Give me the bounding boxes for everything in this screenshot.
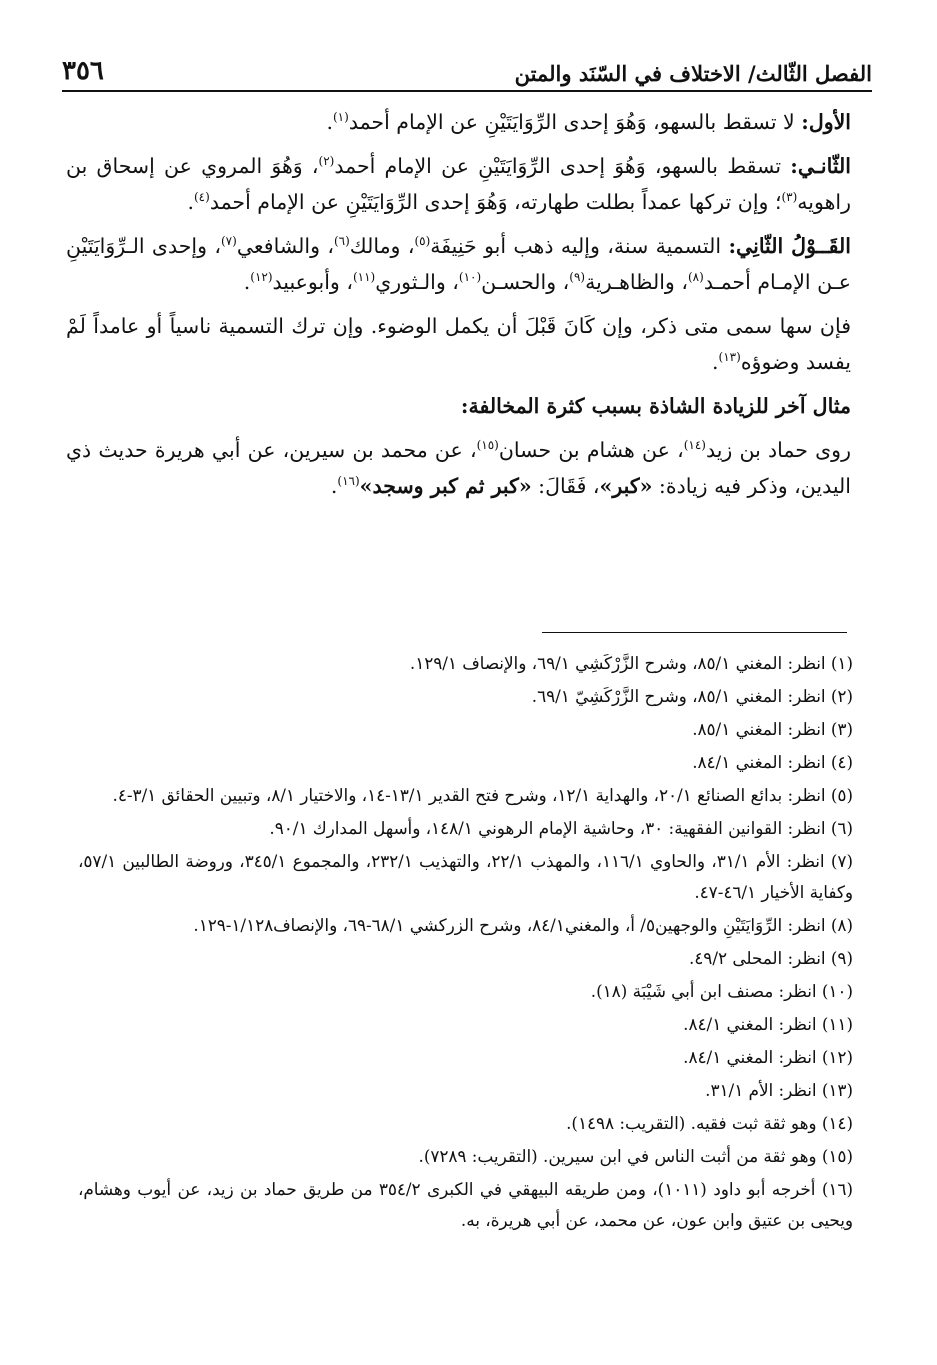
page-header (62, 52, 872, 92)
footnote: (٦) انظر: القوانين الفقهية: ٣٠، وحاشية الإمام الرهوني ١٤٨/١، وأسهل المدارك ٩٠/١. (269, 818, 853, 838)
paragraph-text: ، وإحدى الـرِّوَايَتَيْنِ عـن الإمـام أحمـد (66, 234, 851, 294)
footnote: (٣) انظر: المغني ٨٥/١. (692, 719, 853, 739)
paragraph-end: . (330, 474, 338, 498)
footnote: (١٢) انظر: المغني ٨٤/١. (683, 1047, 853, 1067)
footnote: (٨) انظر: الرِّوَايَتَيْنِ والوجهين٥/ أ، والمغني٨٤/١، وشرح الزركشي ٦٨/١-٦٩، والإنصاف١/١٢٨-١٢٩. (193, 915, 853, 935)
page-number: ٣٥٦ (62, 56, 104, 86)
footnote-ref: (١١) (352, 270, 376, 285)
paragraph-text: ، والشافعي (236, 234, 334, 258)
paragraph-text: ، عن محمد بن سيرين، عن أبي هريرة حديث ذي اليدين، وذكر فيه زيادة: (66, 438, 851, 498)
footnotes (78, 648, 853, 1238)
footnote-ref: (٦) (333, 234, 350, 249)
paragraph-text: ، والظاهـرية (585, 270, 688, 294)
paragraph-text: لا تسقط بالسهو، وَهُوَ إحدى الرِّوَايَتَيْنِ عن الإمام أحمد (348, 110, 802, 134)
footnote-ref: (٨) (687, 270, 704, 285)
paragraph-end: . (243, 270, 251, 294)
paragraph-text: روى حماد بن زيد (705, 438, 851, 462)
footnote-ref: (٧) (220, 234, 237, 249)
paragraph-first-opinion (66, 104, 851, 140)
footnote-ref: (٢) (318, 154, 335, 169)
footnote-ref: (٣) (781, 190, 798, 205)
footnote: (١٣) انظر: الأم ٣١/١. (705, 1080, 853, 1100)
footnote-ref: (١) (332, 110, 349, 125)
footnote: (١١) انظر: المغني ٨٤/١. (683, 1014, 853, 1034)
paragraph-forgetting (66, 308, 851, 380)
footnote-ref: (١٤) (683, 438, 706, 453)
footnote: (١) انظر: المغني ٨٥/١، وشرح الزَّرْكَشِي ٦٩/١، والإنصاف ١٢٩/١. (409, 653, 853, 673)
section-heading: مثال آخر للزيادة الشاذة بسبب كثرة المخالفة: (460, 394, 851, 418)
main-text (66, 104, 851, 512)
paragraph-end: . (712, 350, 719, 374)
footnote-ref: (٥) (414, 234, 431, 249)
paragraph-second-opinion (66, 148, 851, 220)
paragraph-text: ، وأبوعبيد (272, 270, 353, 294)
footnote: (٩) انظر: المحلى ٤٩/٢. (688, 948, 853, 968)
paragraph-text: فإن سها سمى متى ذكر، وإن كَانَ قَبْلَ أن يكمل الوضوء. وإن ترك التسمية ناسياً أو عامداً لَمْ يفسد وضوؤه (66, 314, 851, 374)
footnote-ref: (٤) (193, 190, 210, 205)
paragraph-hadith (66, 432, 851, 504)
chapter-title: الفصل الثّالث/ الاختلاف في السّنَد والمتن (514, 61, 872, 86)
paragraph-text: التسمية سنة، وإليه ذهب أبو حَنِيفَة (430, 234, 729, 258)
footnote-ref: (١٥) (476, 438, 499, 453)
footnote: (٤) انظر: المغني ٨٤/١. (692, 752, 853, 772)
footnote: (١٠) انظر: مصنف ابن أبي شَيْبَة (١٨). (590, 981, 853, 1001)
footnote-ref: (١٣) (718, 350, 741, 365)
paragraph-lead: الأول: (801, 110, 851, 134)
paragraph-text: ؛ وإن تركها عمداً بطلت طهارته، وَهُوَ إحدى الرِّوَايَتَيْنِ عن الإمام أحمد (209, 190, 782, 214)
paragraph-text: ، والحسـن (481, 270, 570, 294)
quoted-phrase: «كبر ثم كبر وسجد» (359, 474, 532, 498)
paragraph-text: ، ومالك (349, 234, 415, 258)
footnote-ref: (٩) (569, 270, 586, 285)
paragraph-end: . (187, 190, 194, 214)
footnote-ref: (١٢) (250, 270, 273, 285)
paragraph-second-saying (66, 228, 851, 300)
footnote-ref: (١٠) (458, 270, 482, 285)
paragraph-text: ، وَهُوَ المروي عن إسحاق بن راهويه (66, 154, 851, 214)
footnote-ref: (١٦) (337, 474, 360, 489)
footnote-divider (542, 632, 847, 633)
paragraph-lead: الثّانـي: (790, 154, 851, 178)
paragraph-end: . (326, 110, 333, 134)
paragraph-text: ، والـثوري (375, 270, 459, 294)
footnote: (١٥) وهو ثقة من أثبت الناس في ابن سيرين. (التقريب: ٧٢٨٩). (418, 1146, 853, 1166)
footnote: (١٤) وهو ثقة ثبت فقيه. (التقريب: ١٤٩٨). (566, 1113, 853, 1133)
paragraph-lead: القَــوْلُ الثّانِي: (728, 234, 851, 258)
footnote: (٥) انظر: بدائع الصنائع ٢٠/١، والهداية ١٢/١، وشرح فتح القدير ١٣/١-١٤، والاختيار ٨/١، وتبيين الحقائق ٣/١-٤. (112, 785, 853, 805)
paragraph-text: ، فَقَالَ: (531, 474, 600, 498)
footnote: (٢) انظر: المغني ٨٥/١، وشرح الزَّرْكَشِيّ ٦٩/١. (531, 686, 853, 706)
footnote: (١٦) أخرجه أبو داود (١٠١١)، ومن طريقه البيهقي في الكبرى ٣٥٤/٢ من طريق حماد بن زيد، عن أيوب وهشام، ويحيى بن عتيق وابن عون، عن محمد، عن أبي هريرة، به. (78, 1179, 853, 1230)
paragraph-text: تسقط بالسهو، وَهُوَ إحدى الرِّوَايَتَيْنِ عن الإمام أحمد (334, 154, 791, 178)
paragraph-text: ، عن هشام بن حسان (498, 438, 684, 462)
footnote: (٧) انظر: الأم ٣١/١، والحاوي ١١٦/١، والمهذب ٢٢/١، والتهذيب ٢٣٢/١، والمجموع ٣٤٥/١، وروضة الطالبين ٥٧/١، وكفاية الأخيار ٤٦/١-٤٧. (78, 851, 853, 902)
quoted-word: «كبر» (599, 474, 653, 498)
